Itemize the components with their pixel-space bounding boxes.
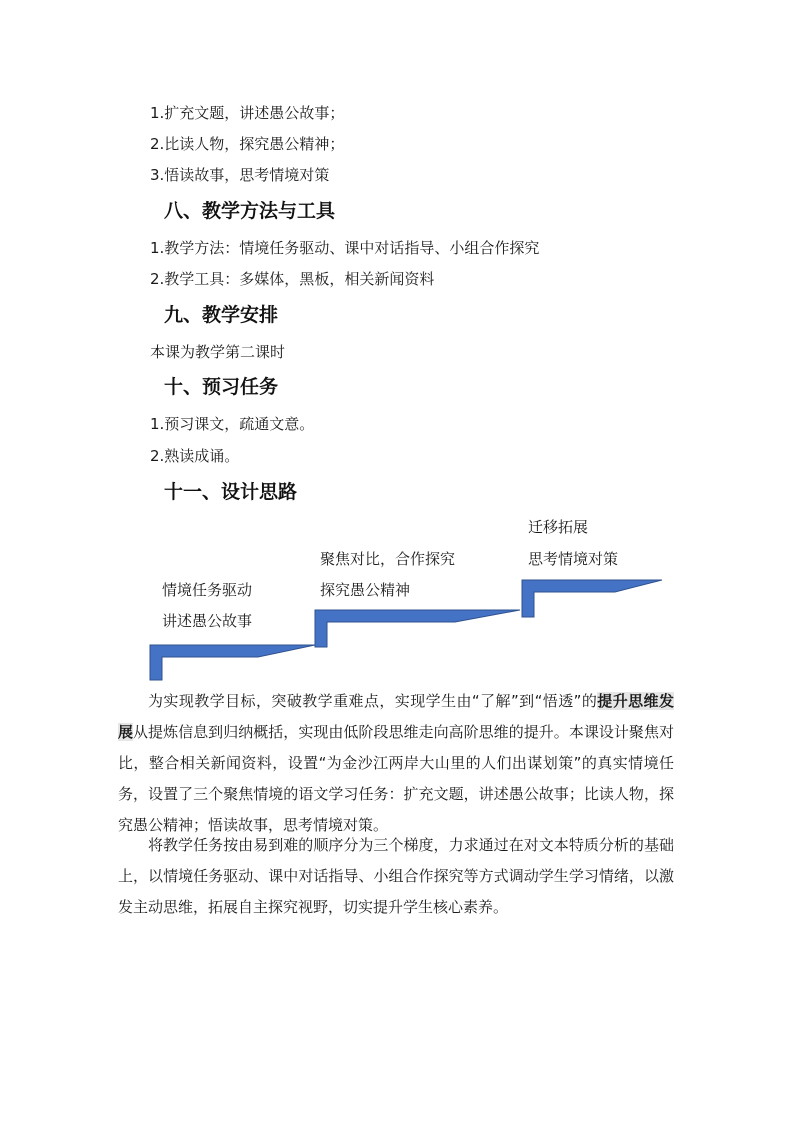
staircase-diagram [140, 570, 680, 690]
step-1-title: 情境任务驱动 [162, 581, 253, 599]
step-2-subtitle: 探究愚公精神 [320, 581, 411, 599]
step-2-shape [315, 610, 520, 647]
design-paragraph-1 [118, 686, 674, 841]
preview-item-2: 2.熟读成诵。 [150, 447, 240, 465]
design-paragraph-2 [118, 830, 674, 923]
section-9-heading: 九、教学安排 [164, 304, 279, 326]
para1-text-b: 从提炼信息到归纳概括，实现由低阶段思维走向高阶思维的提升。本课设计聚焦对比，整合相关新闻资料，设置“为金沙江两岸大山里的人们出谋划策”的真实情境任务，设置了三个聚焦情境的语文学习任务：扩充文题，讲述愚公故事；比读人物，探究愚公精神；悟读故事，思考情境对策。 [118, 723, 674, 834]
section-8-heading: 八、教学方法与工具 [164, 200, 336, 222]
para1-text-a: 为实现教学目标，突破教学重难点，实现学生由“了解”到“悟透”的 [148, 692, 598, 710]
step-3-title: 迁移拓展 [528, 518, 589, 536]
objective-item-1: 1.扩充文题，讲述愚公故事； [150, 104, 345, 122]
schedule-text: 本课为教学第二课时 [150, 343, 286, 361]
para2-text: 将教学任务按由易到难的顺序分为三个梯度，力求通过在对文本特质分析的基础上，以情境任务驱动、课中对话指导、小组合作探究等方式调动学生学习情绪，以激发主动思维，拓展自主探究视野，切实提升学生核心素养。 [118, 836, 674, 916]
step-1-subtitle: 讲述愚公故事 [162, 612, 253, 630]
step-2-title: 聚焦对比，合作探究 [320, 550, 456, 568]
section-10-heading: 十、预习任务 [164, 376, 279, 398]
objective-item-2: 2.比读人物，探究愚公精神； [150, 135, 345, 153]
step-1-shape [150, 645, 315, 680]
para1-highlight: 提升思维发展 [118, 692, 674, 741]
preview-item-1: 1.预习课文，疏通文意。 [150, 415, 315, 433]
step-3-shape [522, 580, 662, 617]
method-item-1: 1.教学方法：情境任务驱动、课中对话指导、小组合作探究 [150, 239, 540, 257]
step-3-subtitle: 思考情境对策 [528, 550, 619, 568]
section-11-heading: 十一、设计思路 [164, 481, 298, 503]
objective-item-3: 3.悟读故事，思考情境对策 [150, 166, 330, 184]
method-item-2: 2.教学工具：多媒体，黑板，相关新闻资料 [150, 270, 435, 288]
